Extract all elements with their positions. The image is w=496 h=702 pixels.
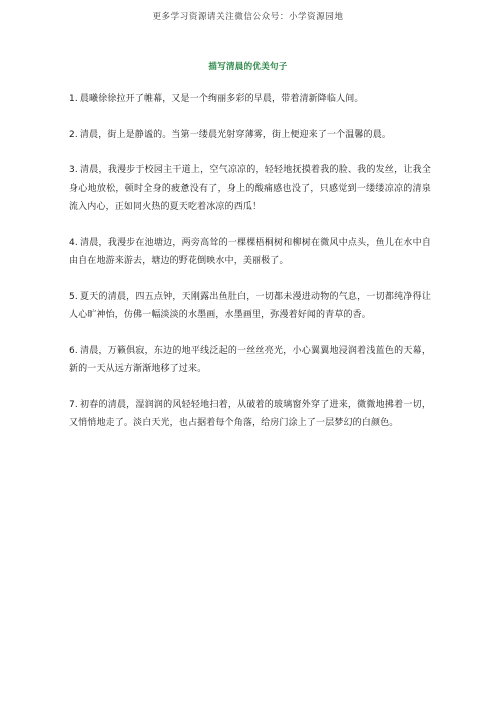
list-item [69, 396, 431, 433]
sentence-list [69, 90, 431, 433]
item-number: 7. [69, 399, 78, 410]
item-text: 晨曦徐徐拉开了帷幕，又是一个绚丽多彩的早晨，带着清新降临人间。 [79, 94, 364, 104]
document-title: 描写清晨的优美句子 [208, 62, 288, 72]
item-number: 1. [69, 94, 78, 104]
item-number: 3. [69, 165, 78, 175]
item-text: 清晨，我漫步在池塘边，两旁高耸的一棵棵梧桐树和柳树在微风中点头，鱼儿在水中自由自在地游来游去，塘边的野花倒映水中，美丽极了。 [69, 237, 431, 266]
item-text: 清晨，街上是静谧的。当第一缕晨光射穿薄雾，街上便迎来了一个温馨的晨。 [79, 129, 391, 140]
list-item [69, 126, 431, 145]
item-number: 6. [69, 345, 78, 356]
item-text: 初春的清晨，湿润润的风轻轻地扫着，从破着的玻璃窗外穿了进来，微微地拂着一切，又悄悄地走了。淡白天光，也占据着每个角落，给房门涂上了一层梦幻的白颜色。 [69, 399, 431, 428]
item-text: 夏天的清晨，四五点钟，天刚露出鱼肚白，一切都未漫进动物的气息，一切都纯净得让人心旷神怡，仿佛一幅淡淡的水墨画，水墨画里，弥漫着好闻的青草的香。 [69, 291, 431, 320]
item-text: 清晨，我漫步于校园主干道上，空气凉凉的，轻轻地抚摸着我的脸、我的发丝，让我全身心地放松，顿时全身的疲惫没有了，身上的酸痛感也没了，只感觉到一缕缕凉凉的清泉流入内心，正如同火热的夏天吃着冰凉的西瓜！ [69, 165, 431, 212]
list-item [69, 288, 431, 325]
list-item [69, 161, 431, 217]
item-number: 5. [69, 291, 78, 302]
list-item [69, 342, 431, 379]
header-note: 更多学习资源请关注微信公众号：小学资源园地 [152, 12, 344, 22]
item-number: 2. [69, 129, 78, 140]
item-number: 4. [69, 237, 78, 248]
list-item [69, 234, 431, 271]
item-text: 清晨，万籁俱寂，东边的地平线泛起的一丝丝亮光，小心翼翼地浸润着浅蓝色的天幕，新的一天从远方渐渐地移了过来。 [69, 345, 431, 374]
list-item [69, 90, 431, 109]
